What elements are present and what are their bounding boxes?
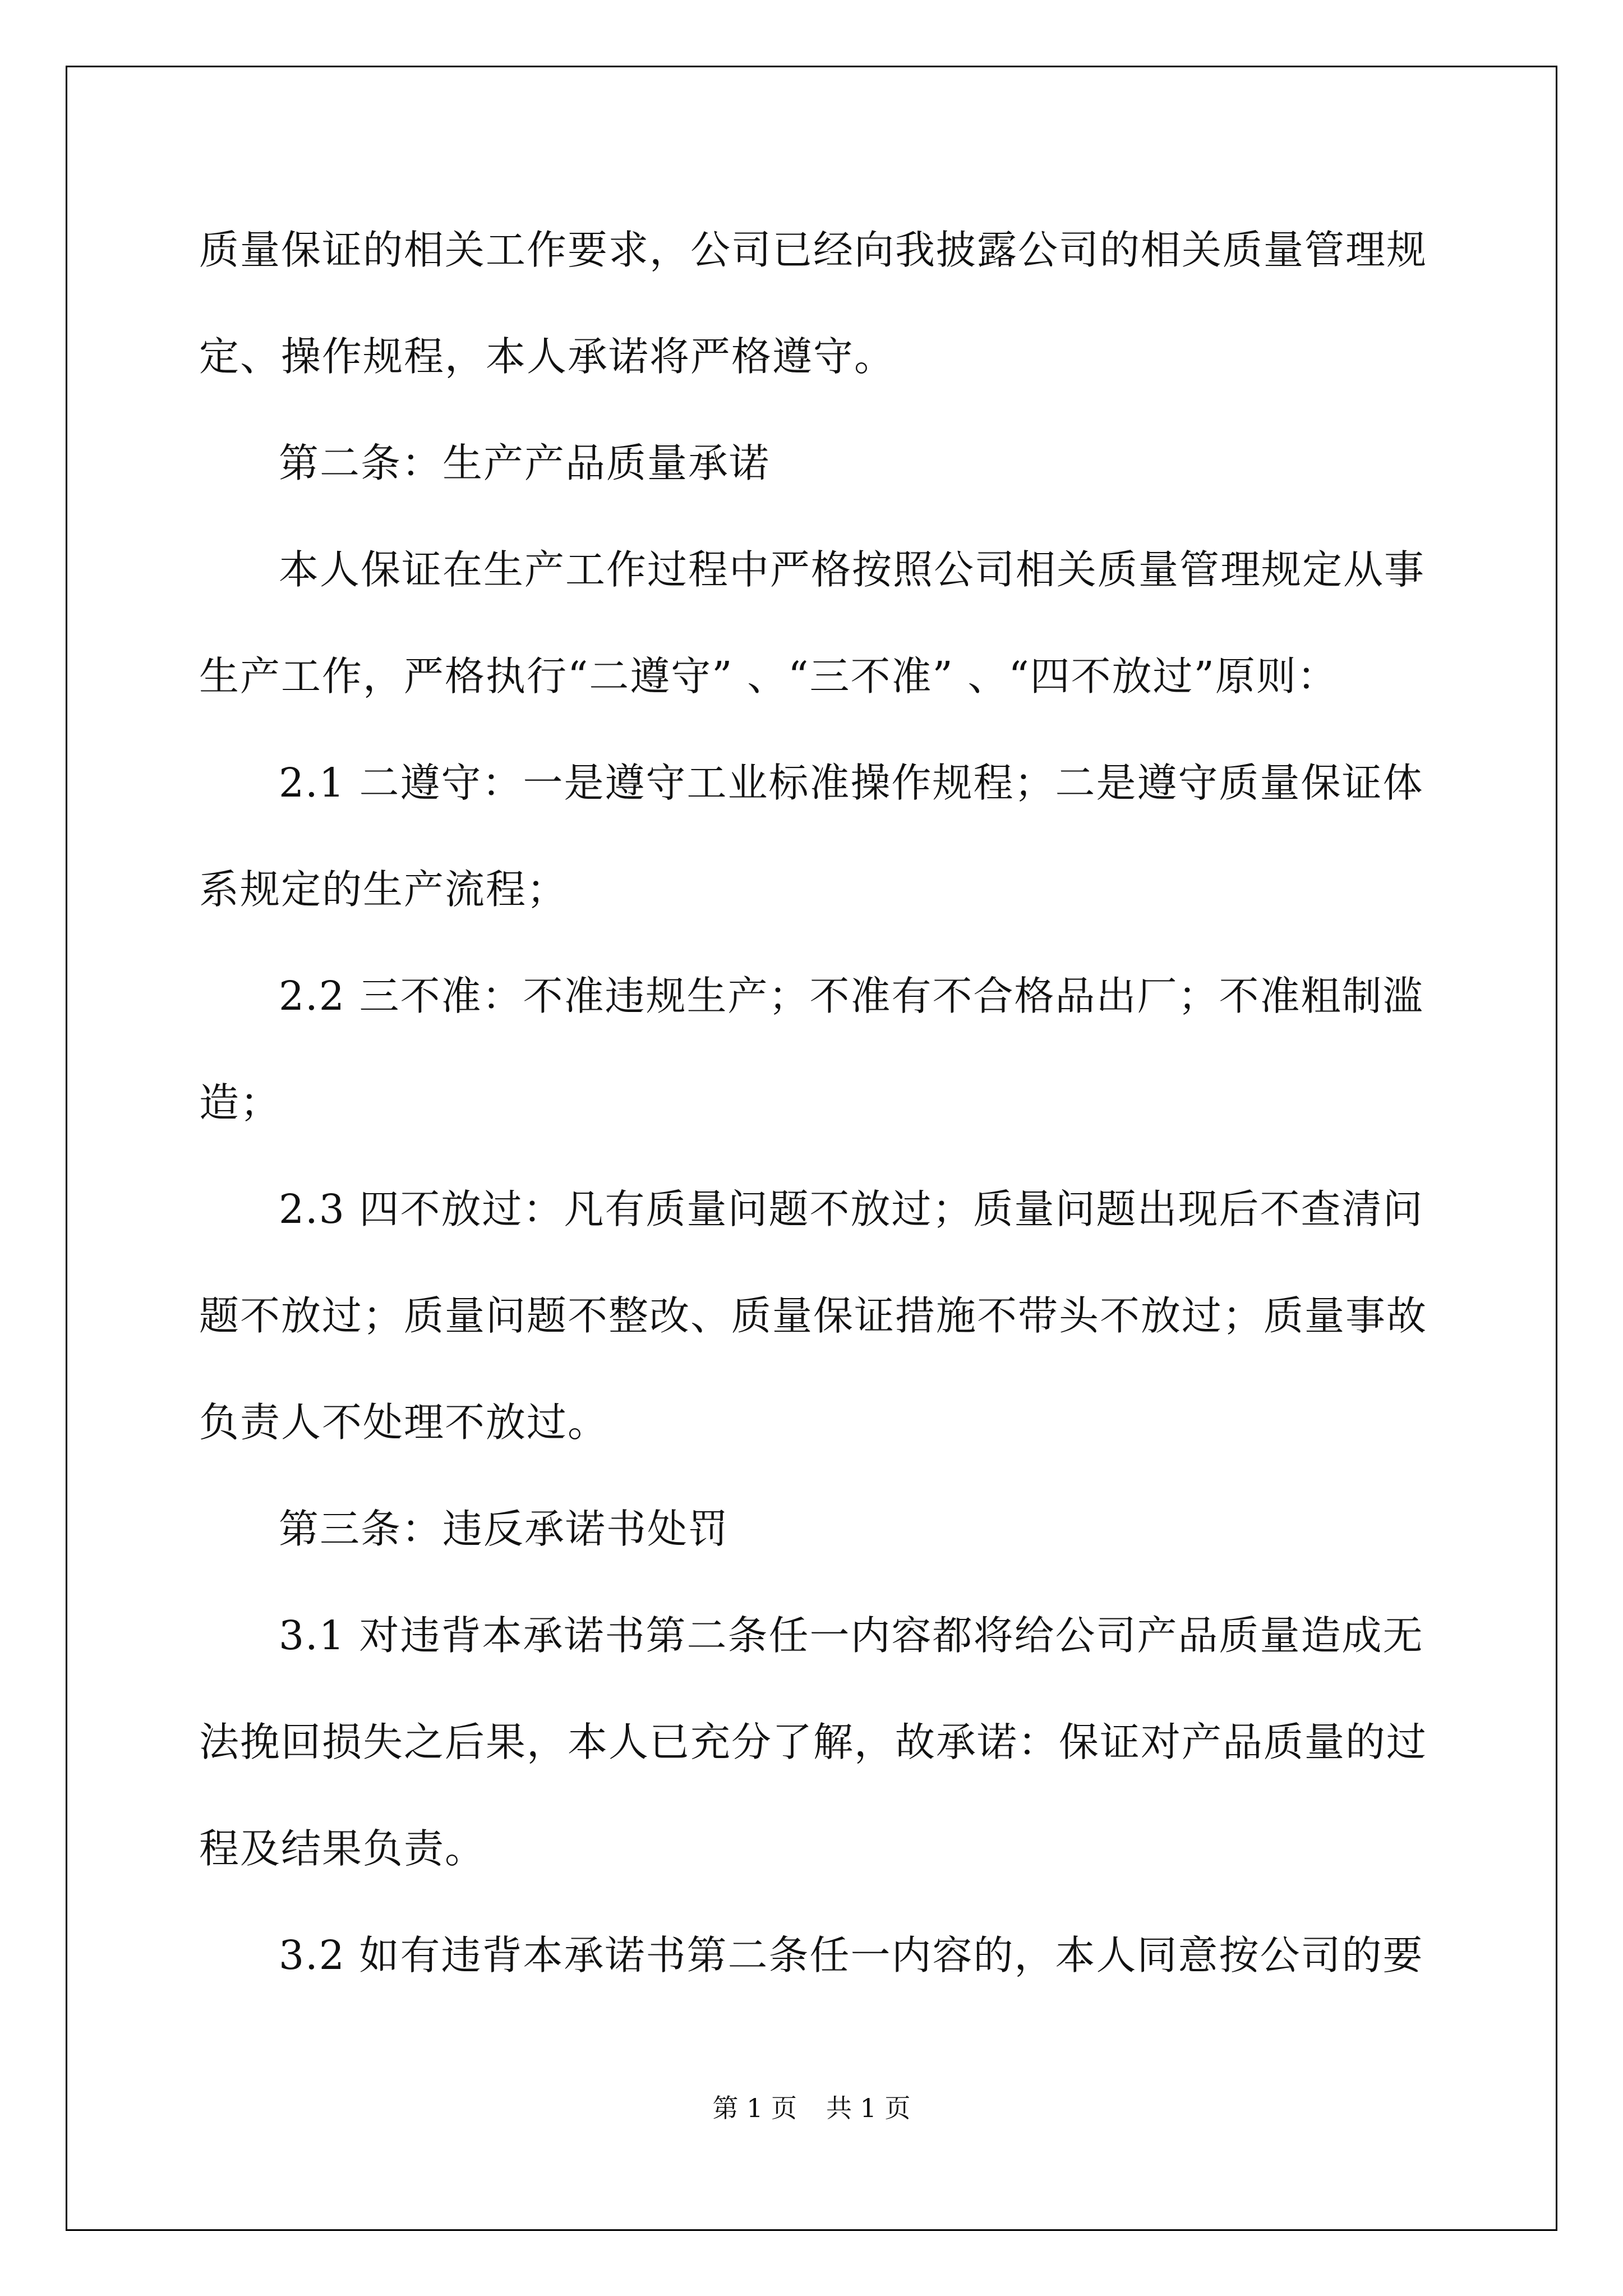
page-footer: [0, 2088, 1623, 2125]
text-line: 造；: [199, 1079, 282, 1126]
section-heading: 第三条：违反承诺书处罚: [279, 1506, 730, 1552]
text-line: 2.2 三不准：不准违规生产；不准有不合格品出厂；不准粗制滥: [279, 973, 1424, 1019]
text-line: 质量保证的相关工作要求，公司已经向我披露公司的相关质量管理规: [199, 227, 1428, 273]
section-heading: 第二条：生产产品质量承诺: [279, 440, 771, 486]
text-line: 2.3 四不放过：凡有质量问题不放过；质量问题出现后不查清问: [279, 1186, 1424, 1232]
text-line: 题不放过；质量问题不整改、质量保证措施不带头不放过；质量事故: [199, 1292, 1428, 1339]
text-line: 生产工作，严格执行“二遵守” 、“三不准” 、“四不放过”原则：: [199, 653, 1338, 700]
page-number: 第 1 页: [712, 2093, 797, 2123]
text-line: 本人保证在生产工作过程中严格按照公司相关质量管理规定从事: [279, 546, 1426, 593]
text-line: 3.2 如有违背本承诺书第二条任一内容的，本人同意按公司的要: [279, 1932, 1424, 1978]
text-line: 2.1 二遵守：一是遵守工业标准操作规程；二是遵守质量保证体: [279, 760, 1424, 806]
text-line: 3.1 对违背本承诺书第二条任一内容都将给公司产品质量造成无: [279, 1612, 1424, 1659]
text-line: 系规定的生产流程；: [199, 866, 568, 913]
page-border: [66, 66, 1557, 2231]
text-line: 定、操作规程，本人承诺将严格遵守。: [199, 333, 896, 380]
page-total: 共 1 页: [826, 2093, 911, 2123]
text-line: 程及结果负责。: [199, 1825, 486, 1872]
text-line: 法挽回损失之后果，本人已充分了解，故承诺：保证对产品质量的过: [199, 1719, 1428, 1765]
text-line: 负责人不处理不放过。: [199, 1399, 609, 1446]
